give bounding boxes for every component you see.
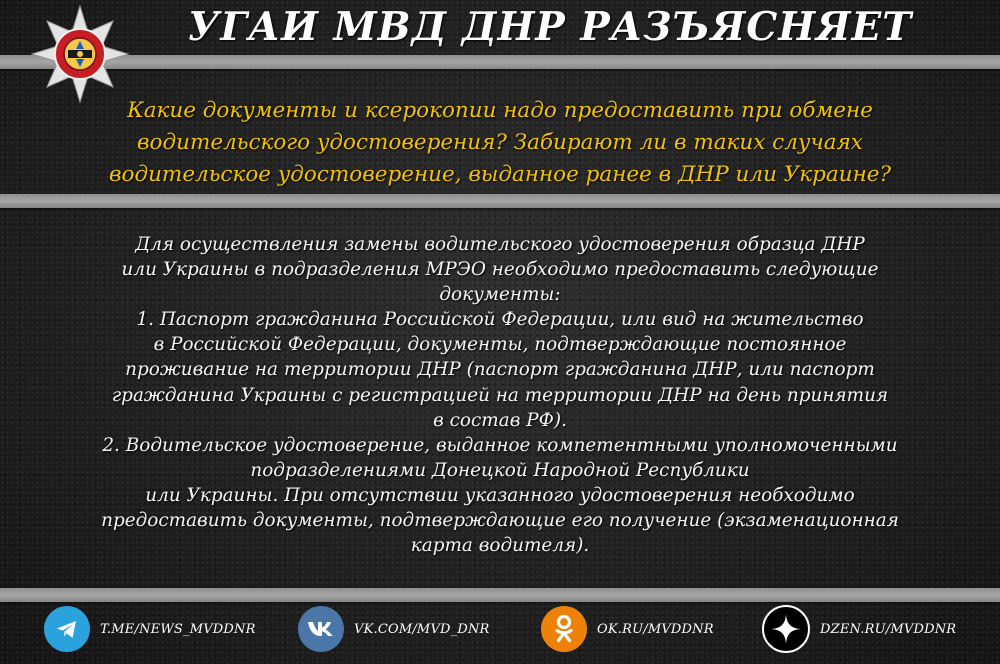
- dzen-link-label: DZEN.RU/MVDDNR: [820, 621, 957, 637]
- page-title: УГАИ МВД ДНР РАЗЪЯСНЯЕТ: [187, 4, 913, 50]
- odnoklassniki-link-label: OK.RU/MVDDNR: [597, 621, 714, 637]
- dzen-icon: [762, 605, 810, 653]
- answer-line: в Российской Федерации, документы, подтверждающие постоянное: [153, 334, 847, 356]
- odnoklassniki-link[interactable]: [541, 605, 714, 653]
- question-text: [20, 95, 980, 191]
- answer-line: проживание на территории ДНР (паспорт гражданина ДНР, или паспорт: [125, 359, 875, 381]
- middle-separator-band: [0, 194, 1000, 208]
- answer-line: или Украины в подразделения МРЭО необходимо предоставить следующие: [121, 259, 879, 281]
- bottom-separator-band: [0, 588, 1000, 602]
- answer-line: документы:: [439, 284, 561, 306]
- vk-link-label: VK.COM/MVD_DNR: [354, 621, 490, 637]
- vk-icon: [298, 606, 344, 652]
- question-line: водительского удостоверения? Забирают ли в таких случаях: [137, 130, 863, 155]
- dzen-link[interactable]: [762, 605, 956, 653]
- top-separator-band: [0, 55, 1000, 69]
- vk-link[interactable]: [298, 605, 490, 653]
- answer-line: карта водителя).: [410, 535, 590, 557]
- answer-text: [14, 232, 986, 558]
- question-line: водительское удостоверение, выданное ранее в ДНР или Украине?: [109, 162, 891, 187]
- question-line: Какие документы и ксерокопии надо предоставить при обмене: [127, 98, 873, 123]
- answer-line: или Украины. При отсутствии указанного удостоверения необходимо: [145, 484, 855, 506]
- answer-line: подразделениями Донецкой Народной Республики: [250, 459, 750, 481]
- answer-line: в состав РФ).: [433, 409, 567, 431]
- traffic-police-emblem-icon: [30, 4, 130, 104]
- answer-line: 1. Паспорт гражданина Российской Федерации, или вид на жительство: [136, 309, 864, 331]
- telegram-link[interactable]: [44, 605, 256, 653]
- answer-line: предоставить документы, подтверждающие его получение (экзаменационная: [101, 510, 899, 532]
- answer-line: Для осуществления замены водительского удостоверения образца ДНР: [135, 234, 865, 255]
- answer-line: гражданина Украины с регистрацией на территории ДНР на день принятия: [111, 384, 889, 406]
- answer-line: 2. Водительское удостоверение, выданное компетентными уполномоченными: [102, 434, 898, 456]
- telegram-link-label: T.ME/NEWS_MVDDNR: [100, 621, 256, 637]
- odnoklassniki-icon: [541, 606, 587, 652]
- telegram-icon: [44, 606, 90, 652]
